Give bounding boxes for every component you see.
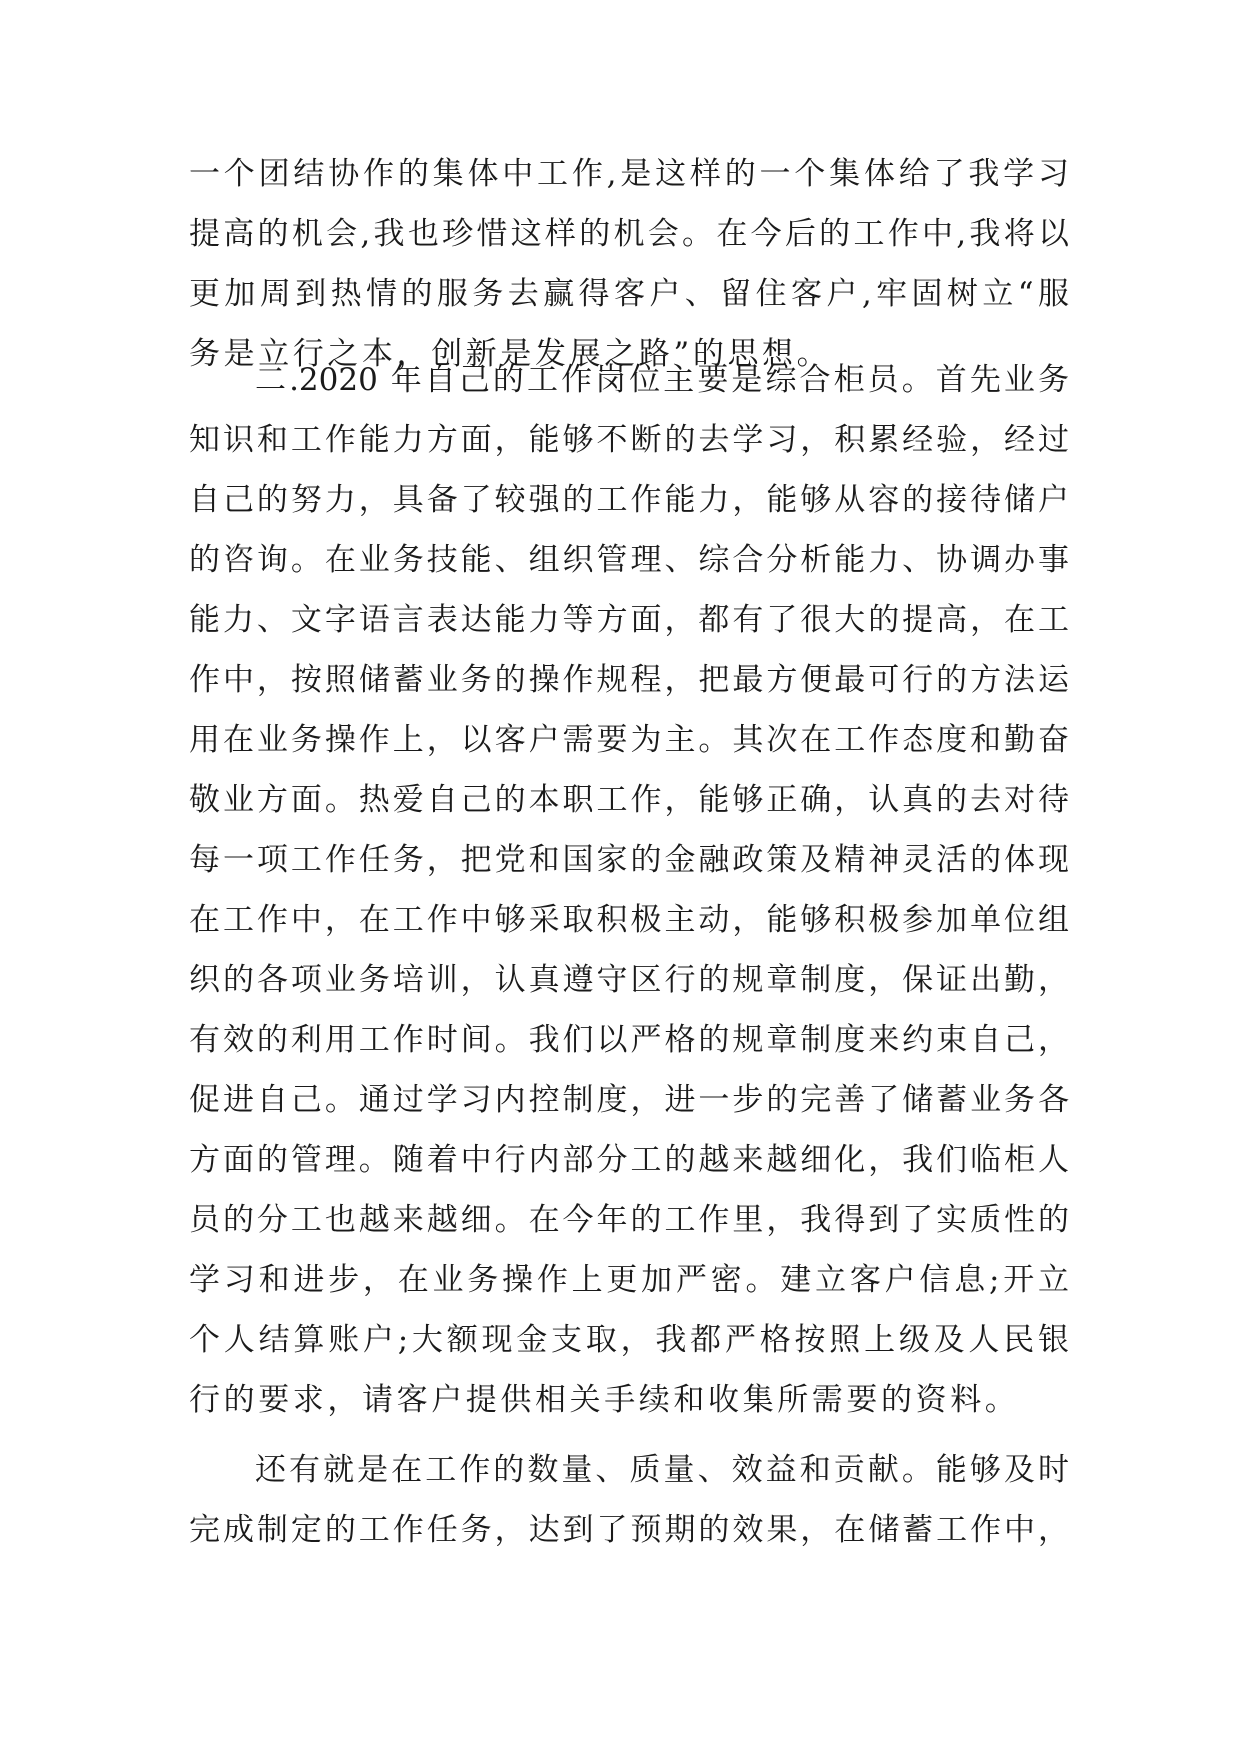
text-line: 能力、文字语言表达能力等方面，都有了很大的提高，在工 xyxy=(189,602,1069,638)
paragraph-three xyxy=(189,1440,1069,1560)
text-line: 一个团结协作的集体中工作,是这样的一个集体给了我学习 xyxy=(189,156,1069,192)
text-line: 个人结算账户;大额现金支取，我都严格按照上级及人民银 xyxy=(189,1322,1069,1358)
text-line: 织的各项业务培训，认真遵守区行的规章制度，保证出勤， xyxy=(189,962,1069,998)
text-line: 作中，按照储蓄业务的操作规程，把最方便最可行的方法运 xyxy=(189,662,1069,698)
text-line: 促进自己。通过学习内控制度，进一步的完善了储蓄业务各 xyxy=(189,1082,1069,1118)
text-line: 务是立行之本，创新是发展之路”的思想。 xyxy=(189,336,832,372)
text-line: 每一项工作任务，把党和国家的金融政策及精神灵活的体现 xyxy=(189,842,1069,878)
text-line: 方面的管理。随着中行内部分工的越来越细化，我们临柜人 xyxy=(189,1142,1069,1178)
text-line: 在工作中，在工作中够采取积极主动，能够积极参加单位组 xyxy=(189,902,1069,938)
text-line: 的咨询。在业务技能、组织管理、综合分析能力、协调办事 xyxy=(189,542,1069,578)
text-line: 更加周到热情的服务去赢得客户、留住客户,牢固树立“服 xyxy=(189,276,1069,312)
paragraph-two xyxy=(189,350,1069,1430)
text-line: 用在业务操作上，以客户需要为主。其次在工作态度和勤奋 xyxy=(189,722,1069,758)
text-line: 完成制定的工作任务，达到了预期的效果，在储蓄工作中， xyxy=(189,1512,1069,1548)
text-line: 自己的努力，具备了较强的工作能力，能够从容的接待储户 xyxy=(189,482,1069,518)
text-line: 行的要求，请客户提供相关手续和收集所需要的资料。 xyxy=(189,1382,1020,1418)
text-line: 知识和工作能力方面，能够不断的去学习，积累经验，经过 xyxy=(189,422,1069,458)
paragraph-first-line: 二.2020 年自己的工作岗位主要是综合柜员。首先业务 xyxy=(255,362,1069,398)
text-line: 员的分工也越来越细。在今年的工作里，我得到了实质性的 xyxy=(189,1202,1069,1238)
text-line: 有效的利用工作时间。我们以严格的规章制度来约束自己， xyxy=(189,1022,1069,1058)
paragraph-first-line: 还有就是在工作的数量、质量、效益和贡献。能够及时 xyxy=(255,1452,1069,1488)
paragraph-one-end xyxy=(189,144,1069,384)
text-line: 学习和进步，在业务操作上更加严密。建立客户信息;开立 xyxy=(189,1262,1069,1298)
text-line: 提高的机会,我也珍惜这样的机会。在今后的工作中,我将以 xyxy=(189,216,1069,252)
text-line: 敬业方面。热爱自己的本职工作，能够正确，认真的去对待 xyxy=(189,782,1069,818)
